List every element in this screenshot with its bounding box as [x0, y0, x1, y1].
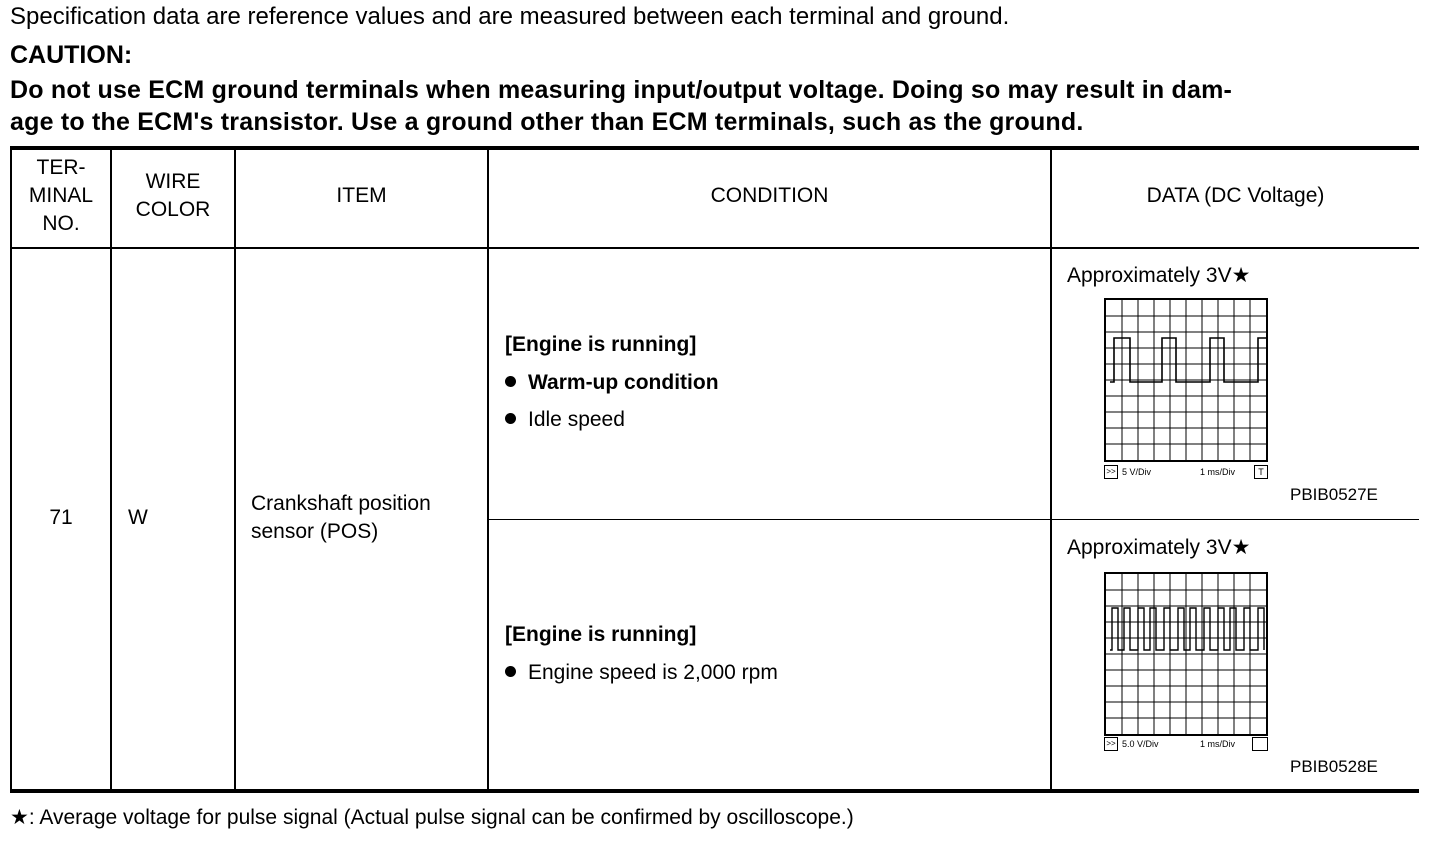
condition-2-bullet-1: Engine speed is 2,000 rpm	[505, 659, 778, 687]
caution-heading: CAUTION:	[10, 41, 133, 69]
scope-2-footer: >> 5.0 V/Div 1 ms/Div	[1104, 737, 1268, 751]
star-icon: ★	[1231, 536, 1251, 559]
wire-color: W	[128, 506, 148, 529]
footnote: ★: Average voltage for pulse signal (Actual pulse signal can be confirmed by oscilloscope.)	[10, 806, 854, 829]
table-bottom-rule	[10, 789, 1419, 793]
intro-text: Specification data are reference values and are measured between each terminal and ground.	[10, 3, 1010, 30]
oscilloscope-grid-1	[1106, 300, 1266, 460]
condition-2-title: [Engine is running]	[505, 623, 697, 646]
caution-line-2: age to the ECM's transistor. Use a ground other than ECM terminals, such as the ground.	[10, 108, 1084, 136]
bullet-icon	[505, 413, 516, 424]
oscilloscope-2	[1104, 572, 1268, 736]
oscilloscope-grid-2	[1106, 574, 1266, 734]
bullet-icon	[505, 666, 516, 677]
header-data: DATA (DC Voltage)	[1146, 184, 1325, 207]
col-line	[10, 148, 12, 791]
data-2-label: Approximately 3V★	[1067, 536, 1251, 559]
bullet-icon	[505, 376, 516, 387]
condition-1-bullet-1: Warm-up condition	[505, 369, 719, 397]
item-name: Crankshaft position sensor (POS)	[251, 492, 431, 543]
condition-divider	[488, 519, 1419, 520]
col-line	[1050, 148, 1052, 791]
header-terminal-no: TER- MINAL NO.	[28, 156, 94, 235]
figure-id-2: PBIB0528E	[1290, 757, 1378, 776]
star-icon: ★	[1231, 264, 1251, 287]
scope-trigger-box	[1252, 737, 1268, 751]
data-1-label: Approximately 3V★	[1067, 264, 1251, 287]
terminal-number: 71	[49, 506, 73, 529]
col-line	[487, 148, 489, 791]
scope-trigger-icon: T	[1254, 465, 1268, 479]
header-condition: CONDITION	[710, 184, 829, 207]
oscilloscope-1	[1104, 298, 1268, 462]
condition-1-title: [Engine is running]	[505, 333, 697, 356]
figure-id-1: PBIB0527E	[1290, 485, 1378, 504]
condition-1-bullet-2: Idle speed	[505, 406, 625, 434]
caution-text	[10, 74, 1422, 138]
caution-line-1: Do not use ECM ground terminals when measuring input/output voltage. Doing so may result in dam-	[10, 76, 1233, 104]
table-top-rule	[10, 146, 1419, 150]
header-item: ITEM	[336, 184, 387, 207]
scope-prefix-icon: >>	[1104, 465, 1118, 479]
header-bottom-rule	[10, 247, 1419, 249]
scope-prefix-icon: >>	[1104, 737, 1118, 751]
header-wire-color: WIRE COLOR	[135, 170, 211, 221]
star-icon: ★	[10, 806, 29, 829]
col-line	[234, 148, 236, 791]
scope-1-footer: >> 5 V/Div 1 ms/Div T	[1104, 465, 1268, 479]
col-line	[110, 148, 112, 791]
